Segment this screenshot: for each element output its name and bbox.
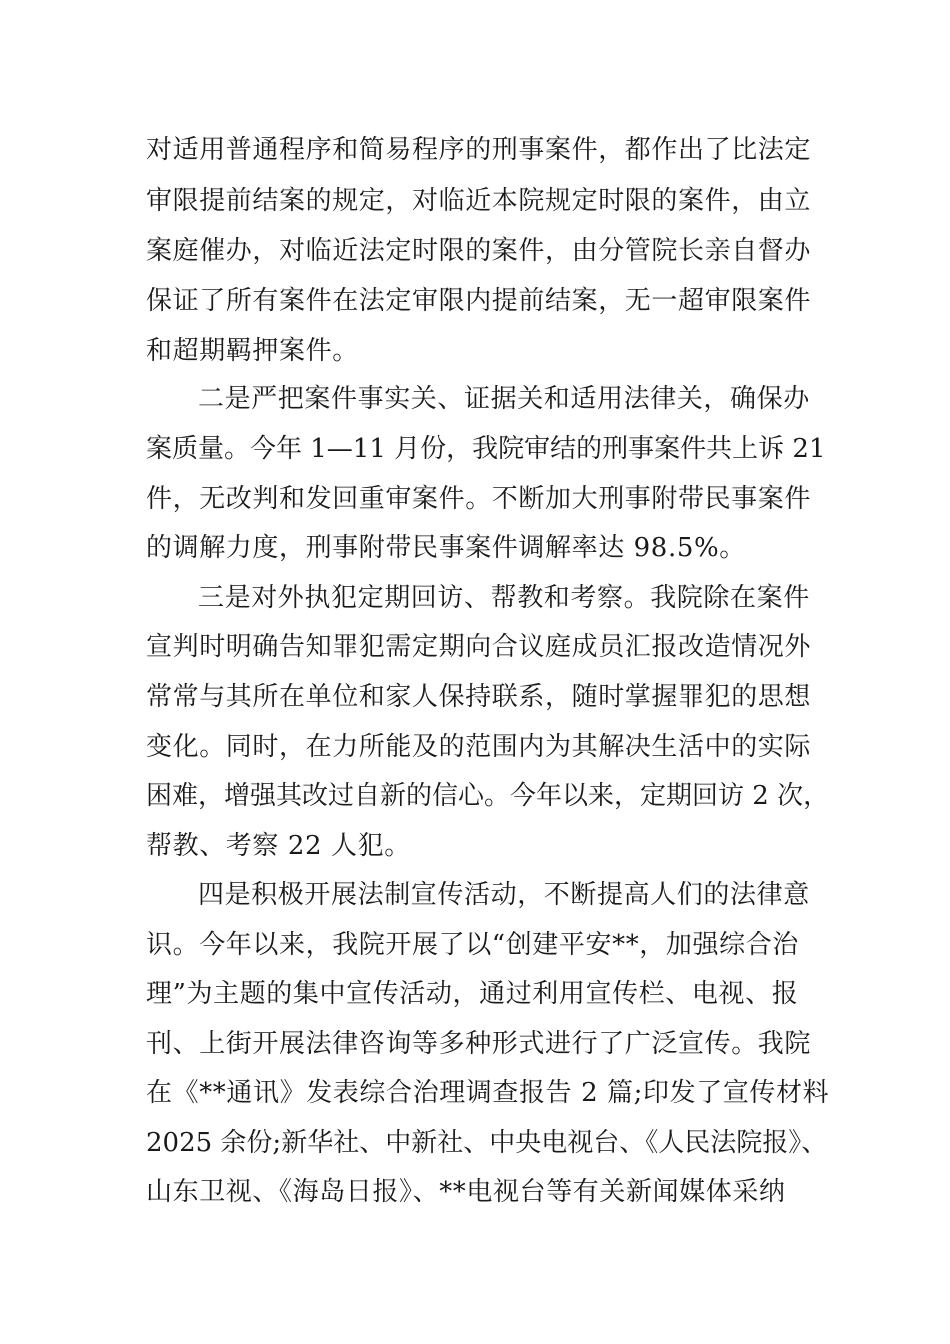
- text-line: 2025 余份;新华社、中新社、中央电视台、《人民法院报》、: [146, 1128, 828, 1158]
- text-line: 在《**通讯》发表综合治理调查报告 2 篇;印发了宣传材料: [146, 1078, 830, 1108]
- text-line: 审限提前结案的规定，对临近本院规定时限的案件，由立: [146, 186, 812, 216]
- text-line: 保证了所有案件在法定审限内提前结案，无一超审限案件: [146, 286, 812, 316]
- text-line: 帮教、考察 22 人犯。: [146, 831, 411, 861]
- text-line: 常常与其所在单位和家人保持联系，随时掌握罪犯的思想: [146, 682, 812, 712]
- text-line: 山东卫视、《海岛日报》、**电视台等有关新闻媒体采纳: [146, 1177, 786, 1207]
- paragraph-start-line: 三是对外执犯定期回访、帮教和考察。我院除在案件: [198, 583, 810, 613]
- text-line: 刊、上街开展法律咨询等多种形式进行了广泛宣传。我院: [146, 1029, 812, 1059]
- text-line: 对适用普通程序和简易程序的刑事案件，都作出了比法定: [146, 135, 812, 165]
- paragraph-start-line: 二是严把案件事实关、证据关和适用法律关，确保办: [198, 384, 810, 414]
- text-line: 和超期羁押案件。: [146, 336, 359, 366]
- text-line: 案质量。今年 1—11 月份，我院审结的刑事案件共上诉 21: [146, 434, 826, 464]
- text-line: 变化。同时，在力所能及的范围内为其解决生活中的实际: [146, 732, 812, 762]
- text-line: 的调解力度，刑事附带民事案件调解率达 98.5%。: [146, 533, 746, 563]
- text-line: 案庭催办，对临近法定时限的案件，由分管院长亲自督办: [146, 236, 812, 266]
- text-line: 件，无改判和发回重审案件。不断加大刑事附带民事案件: [146, 484, 812, 514]
- text-line: 困难，增强其改过自新的信心。今年以来，定期回访 2 次，: [146, 781, 830, 811]
- text-line: 理”为主题的集中宣传活动，通过利用宣传栏、电视、报: [146, 979, 799, 1009]
- text-line: 识。今年以来，我院开展了以“创建平安**，加强综合治: [146, 930, 799, 960]
- text-line: 宣判时明确告知罪犯需定期向合议庭成员汇报改造情况外: [146, 632, 812, 662]
- paragraph-start-line: 四是积极开展法制宣传活动，不断提高人们的法律意: [198, 880, 810, 910]
